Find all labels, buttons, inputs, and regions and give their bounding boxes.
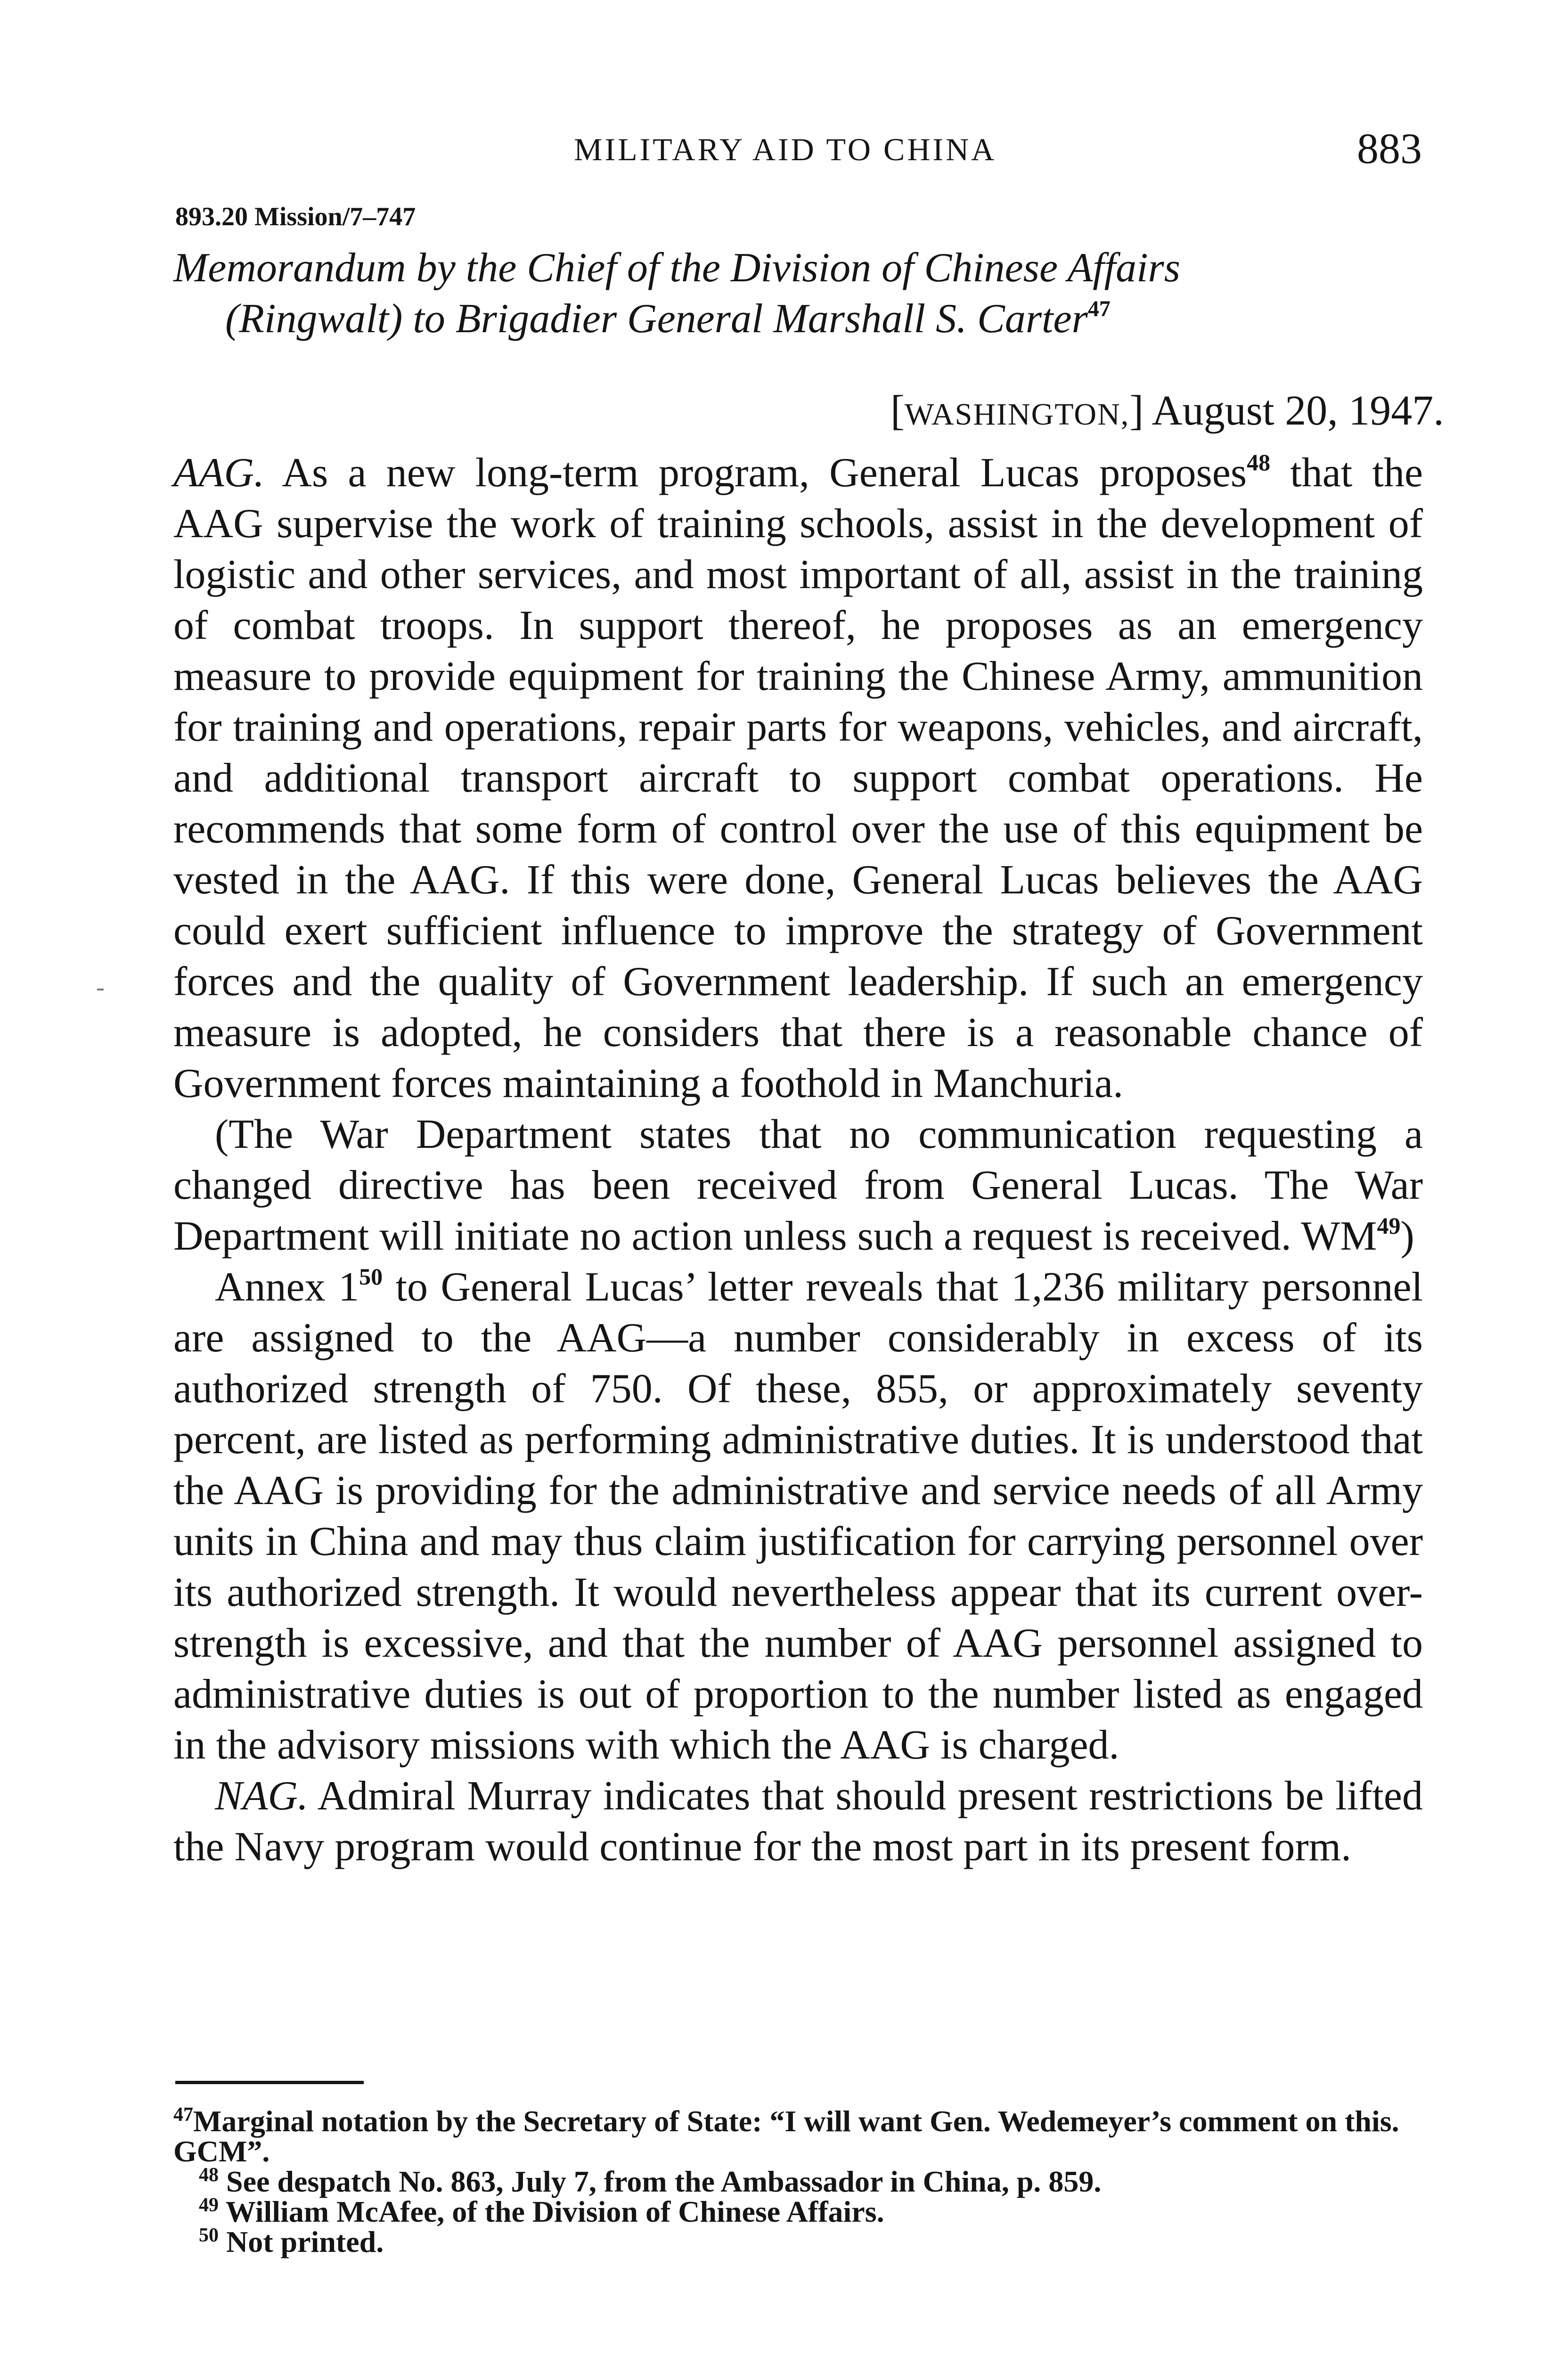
footnote-50-text: Not printed. xyxy=(226,2225,384,2258)
footnote-48-text: See despatch No. 863, July 7, from the Ambassador in China, p. 859. xyxy=(226,2165,1102,2198)
footnote-47-text: Marginal notation by the Secretary of State: “I will want Gen. Wedemeyer’s comment on this. GCM”. xyxy=(173,2104,1399,2168)
paragraph-war-department xyxy=(173,1109,1423,1262)
footnote-ref-49[interactable]: 49 xyxy=(1377,1212,1401,1239)
memorandum-body xyxy=(173,448,1423,1873)
footnote-48-number: 48 xyxy=(199,2164,219,2186)
running-title: MILITARY AID TO CHINA xyxy=(574,131,997,167)
paragraph-nag xyxy=(173,1771,1423,1873)
footnote-48 xyxy=(173,2164,1423,2198)
footnote-49-text: William McAfee, of the Division of Chinese Affairs. xyxy=(225,2195,884,2228)
paragraph-nag-text: Admiral Murray indicates that should present restrictions be lifted the Navy program would continue for the most part in its present form. xyxy=(173,1773,1423,1870)
paragraph-annex-text-b: to General Lucas’ letter reveals that 1,236 military personnel are assigned to the AAG—a number considerably in excess of its authorized strength of 750. Of these, 855, or approximately seventy percent, are listed as performing administrative duties. It is understood that the AAG is providing for the administrative and service needs of all Army units in China and may thus claim justification for carrying personnel over its authorized strength. It would nevertheless appear that its current over-strength is excessive, and that the number of AAG personnel assigned to administrative duties is out of proportion to the number listed as engaged in the advisory missions with which the AAG is charged. xyxy=(173,1264,1423,1768)
footnote-49-number: 49 xyxy=(199,2194,219,2216)
section-lead-nag: NAG. xyxy=(215,1773,308,1819)
footnote-ref-48[interactable]: 48 xyxy=(1247,449,1271,475)
footnote-47 xyxy=(173,2106,1423,2167)
paragraph-annex xyxy=(173,1262,1423,1771)
place-date-line: [WASHINGTON,] August 20, 1947. xyxy=(890,387,1444,434)
place: WASHINGTON, xyxy=(904,397,1130,432)
paragraph-war-department-text: (The War Department states that no communication requesting a changed directive has been received from General Lucas. The War Department will initiate no action unless such a request is received. WM xyxy=(173,1112,1423,1259)
paragraph-annex-text-a: Annex 1 xyxy=(215,1264,359,1310)
paragraph-aag-text-a: As a new long-term program, General Lucas proposes xyxy=(264,450,1247,496)
title-line-1: Memorandum by the Chief of the Division of Chinese Affairs xyxy=(173,245,1181,291)
footnote-50 xyxy=(173,2227,1423,2257)
footnotes xyxy=(173,2106,1423,2257)
section-lead-aag: AAG. xyxy=(173,450,265,496)
page-number: 883 xyxy=(1357,124,1422,172)
date: August 20, 1947. xyxy=(1152,387,1444,434)
footnote-rule xyxy=(175,2081,364,2084)
footnote-49 xyxy=(173,2194,1423,2228)
document-title xyxy=(173,243,1427,344)
footnote-ref-47[interactable]: 47 xyxy=(1087,296,1111,321)
footnote-47-number: 47 xyxy=(173,2104,193,2126)
title-line-2: (Ringwalt) to Brigadier General Marshall S. Carter xyxy=(225,296,1088,342)
file-number: 893.20 Mission/7–747 xyxy=(175,202,416,231)
title-line-2-wrap xyxy=(173,294,1427,344)
paragraph-aag xyxy=(173,448,1423,1109)
paragraph-aag-text-b: that the AAG supervise the work of training schools, assist in the development of logistic and other services, and most important of all, assist in the training of combat troops. In support thereof, he proposes as an emergency measure to provide equipment for training the Chinese Army, ammunition for training and operations, repair parts for weapons, vehicles, and aircraft, and additional transport aircraft to support combat operations. He recommends that some form of control over the use of this equipment be vested in the AAG. If this were done, General Lucas believes the AAG could exert sufficient influence to improve the strategy of Government forces and the quality of Government leadership. If such an emergency measure is adopted, he considers that there is a reasonable chance of Government forces maintaining a foothold in Manchuria. xyxy=(173,450,1423,1106)
footnote-ref-50[interactable]: 50 xyxy=(359,1263,383,1290)
footnote-50-number: 50 xyxy=(199,2225,219,2246)
paragraph-war-department-close: ) xyxy=(1400,1213,1414,1259)
margin-mark xyxy=(97,989,104,990)
